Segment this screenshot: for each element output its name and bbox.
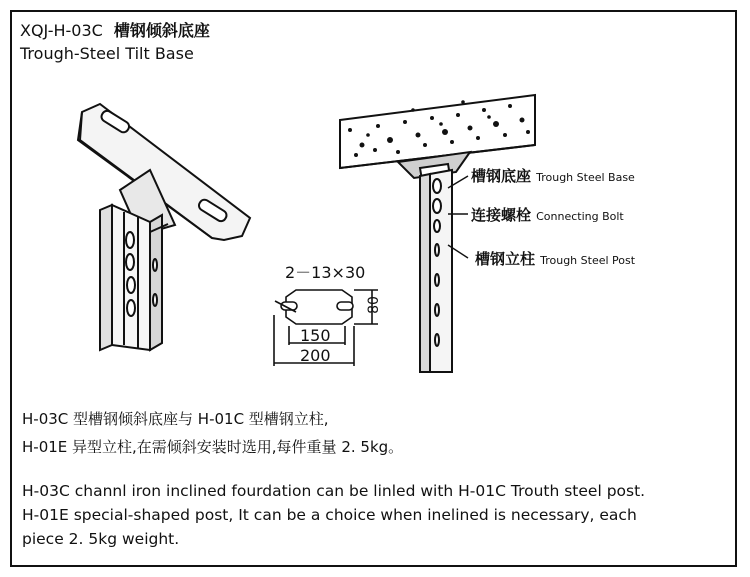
description-en-line: H-03C channl iron inclined fourdation can be linled with H-01C Trouth steel post. bbox=[22, 482, 646, 500]
callout-trough-steel-base bbox=[471, 165, 635, 186]
description-cn-line: H-03C 型槽钢倾斜底座与 H-01C 型槽钢立柱, bbox=[22, 410, 329, 428]
description-en-line: H-01E special-shaped post, It can be a choice when inelined is necessary, each bbox=[22, 506, 637, 524]
callout-en: Trough Steel Post bbox=[540, 254, 636, 267]
dim-holes: 2－13×30 bbox=[285, 263, 366, 282]
description-cn-line: H-01E 异型立柱,在需倾斜安装时选用,每件重量 2. 5kg。 bbox=[22, 438, 404, 456]
callout-connecting-bolt bbox=[471, 204, 624, 225]
callout-trough-steel-post bbox=[475, 248, 635, 269]
dim-height: 80 bbox=[365, 296, 382, 314]
callout-cn: 槽钢底座 bbox=[471, 167, 532, 185]
dim-length: 200 bbox=[300, 346, 331, 365]
callout-cn: 槽钢立柱 bbox=[475, 250, 536, 268]
tilt-base-isometric bbox=[78, 104, 250, 350]
callout-en: Trough Steel Base bbox=[536, 171, 635, 184]
product-title-en: Trough-Steel Tilt Base bbox=[20, 44, 194, 63]
installation-view bbox=[340, 95, 535, 372]
dim-hole-pitch: 150 bbox=[300, 326, 331, 345]
description-en-line: piece 2. 5kg weight. bbox=[22, 530, 180, 548]
product-title-cn: 槽钢倾斜底座 bbox=[113, 21, 210, 40]
description-en bbox=[22, 479, 645, 551]
description-cn bbox=[22, 405, 403, 461]
callout-cn: 连接螺栓 bbox=[471, 206, 532, 224]
callout-en: Connecting Bolt bbox=[536, 210, 624, 223]
product-code: XQJ-H-03C bbox=[20, 21, 103, 40]
